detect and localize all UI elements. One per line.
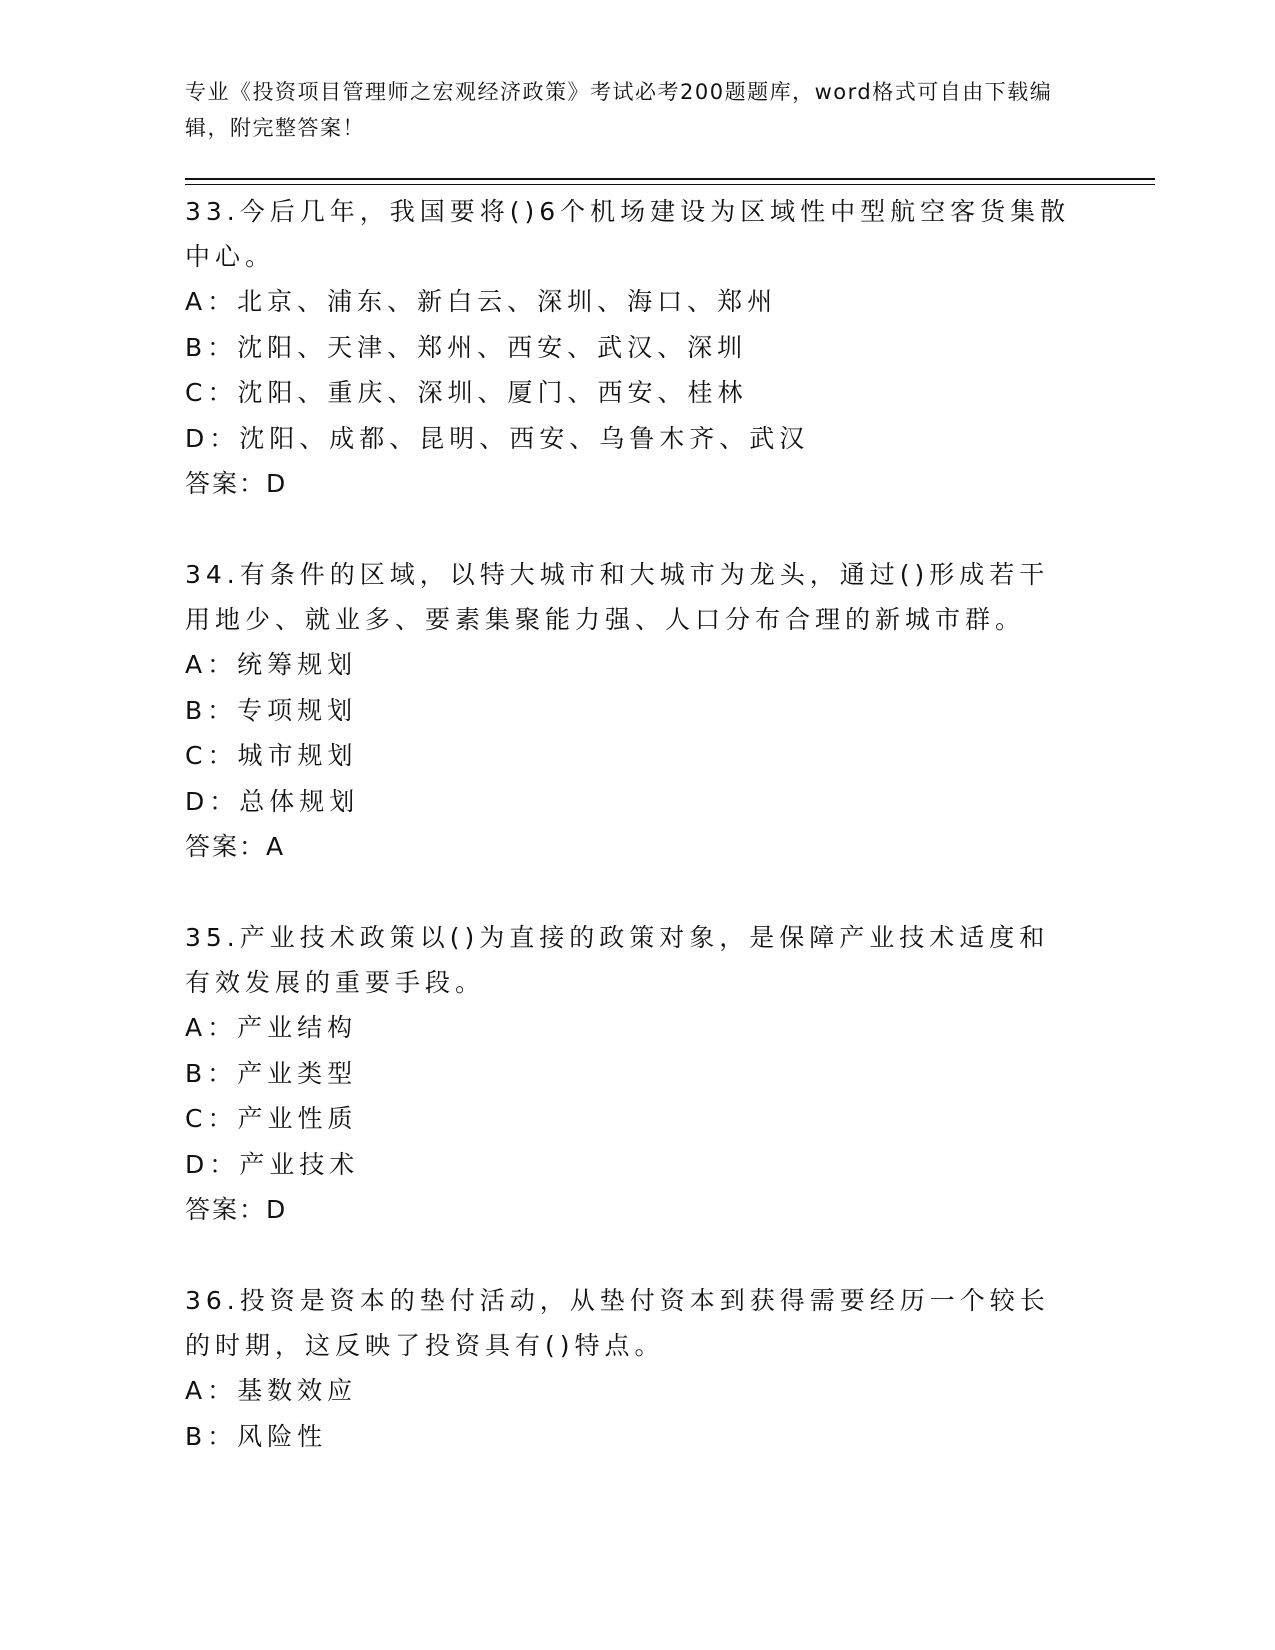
option-a: A：统筹规划: [185, 650, 358, 679]
answer-line: 答案：A: [185, 832, 286, 861]
question-text: 35.产业技术政策以()为直接的政策对象，是保障产业技术适度和有效发展的重要手段。: [185, 923, 1050, 997]
header-divider-thin: [185, 184, 1155, 185]
answer-line: 答案：D: [185, 1195, 288, 1224]
document-header: 专业《投资项目管理师之宏观经济政策》考试必考200题题库，word格式可自由下载编辑，附完整答案！: [185, 80, 1053, 140]
question-text: 34.有条件的区域，以特大城市和大城市为龙头，通过()形成若干用地少、就业多、要素集聚能力强、人口分布合理的新城市群。: [185, 560, 1050, 634]
option-b: B：风险性: [185, 1421, 328, 1451]
question-34: [185, 552, 1075, 869]
question-33: [185, 189, 1075, 506]
option-d: D：沈阳、成都、昆明、西安、乌鲁木齐、武汉: [185, 423, 810, 453]
option-a: A：北京、浦东、新白云、深圳、海口、郑州: [185, 287, 778, 316]
option-a: A：产业结构: [185, 1013, 358, 1042]
question-text: 36.投资是资本的垫付活动，从垫付资本到获得需要经历一个较长的时期，这反映了投资具有()特点。: [185, 1286, 1050, 1360]
option-c: C：城市规划: [185, 741, 358, 770]
question-list: [185, 189, 1075, 1505]
option-b: B：专项规划: [185, 695, 358, 725]
option-a: A：基数效应: [185, 1376, 358, 1405]
header-divider-thick: [185, 178, 1155, 180]
option-b: B：沈阳、天津、郑州、西安、武汉、深圳: [185, 332, 748, 362]
question-36: [185, 1278, 1075, 1459]
option-b: B：产业类型: [185, 1058, 358, 1088]
option-d: D：产业技术: [185, 1149, 360, 1179]
answer-line: 答案：D: [185, 469, 288, 498]
option-d: D：总体规划: [185, 786, 360, 816]
question-35: [185, 915, 1075, 1232]
option-c: C：产业性质: [185, 1104, 358, 1133]
option-c: C：沈阳、重庆、深圳、厦门、西安、桂林: [185, 378, 748, 407]
question-text: 33.今后几年，我国要将()6个机场建设为区域性中型航空客货集散中心。: [185, 197, 1071, 271]
